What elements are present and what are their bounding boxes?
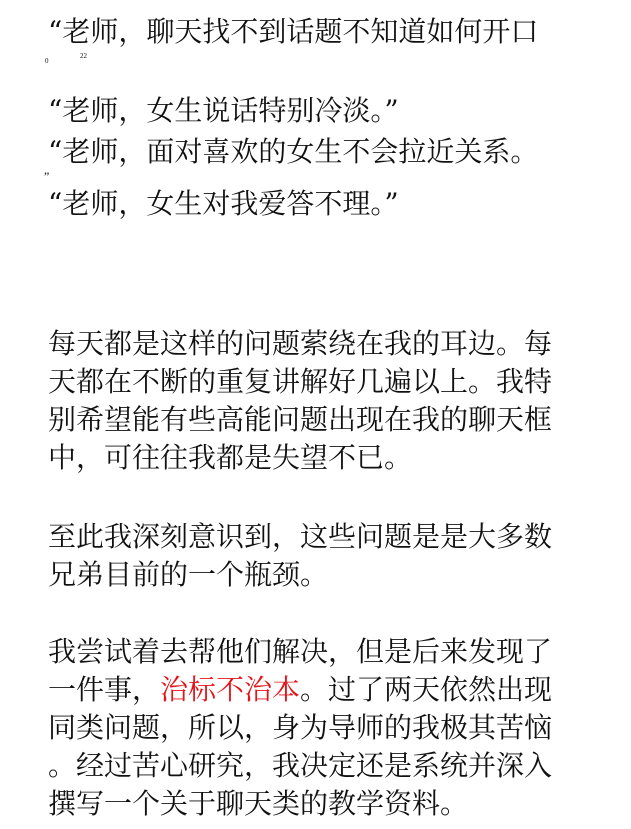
quote-3: “老师，面对喜欢的女生不会拉近关系。: [48, 135, 539, 168]
paragraph-3-line-1: 我尝试着去帮他们解决，但是后来发现了: [48, 635, 553, 668]
paragraph-1-line-1: 每天都是这样的问题萦绕在我的耳边。每: [48, 327, 553, 360]
paragraph-3-line-2: [48, 672, 552, 708]
highlight-phrase: 治标不治本: [160, 673, 301, 706]
paragraph-3-line-4: 。经过苦心研究，我决定还是系统并深入: [48, 749, 553, 782]
quote-4: “老师，女生对我爱答不理。”: [48, 187, 399, 220]
paragraph-3-line-3: 同类问题，所以，身为导师的我极其苦恼: [48, 711, 553, 744]
quote-1-small-mark-right: 22: [80, 52, 87, 60]
paragraph-2-line-1: 至此我深刻意识到，这些问题是是大多数: [48, 520, 553, 553]
quote-1-small-mark-left: 0: [45, 57, 49, 65]
paragraph-3-line-2-before: 一件事，: [48, 673, 161, 706]
paragraph-1-line-3: 别希望能有些高能问题出现在我的聊天框: [48, 403, 553, 436]
paragraph-2-line-2: 兄弟目前的一个瓶颈。: [48, 558, 329, 591]
quote-1: “老师，聊天找不到话题不知道如何开口: [48, 15, 539, 48]
paragraph-3-line-5: 撰写一个关于聊天类的教学资料。: [48, 787, 469, 820]
quote-3-trailing-mark: ”: [44, 169, 50, 183]
paragraph-1-line-2: 天都在不断的重复讲解好几遍以上。我特: [48, 365, 553, 398]
quote-2: “老师，女生说话特别冷淡。”: [48, 94, 399, 127]
paragraph-3-line-2-after: 。过了两天依然出现: [300, 673, 553, 706]
paragraph-1-line-4: 中，可往往我都是失望不已。: [48, 441, 413, 474]
